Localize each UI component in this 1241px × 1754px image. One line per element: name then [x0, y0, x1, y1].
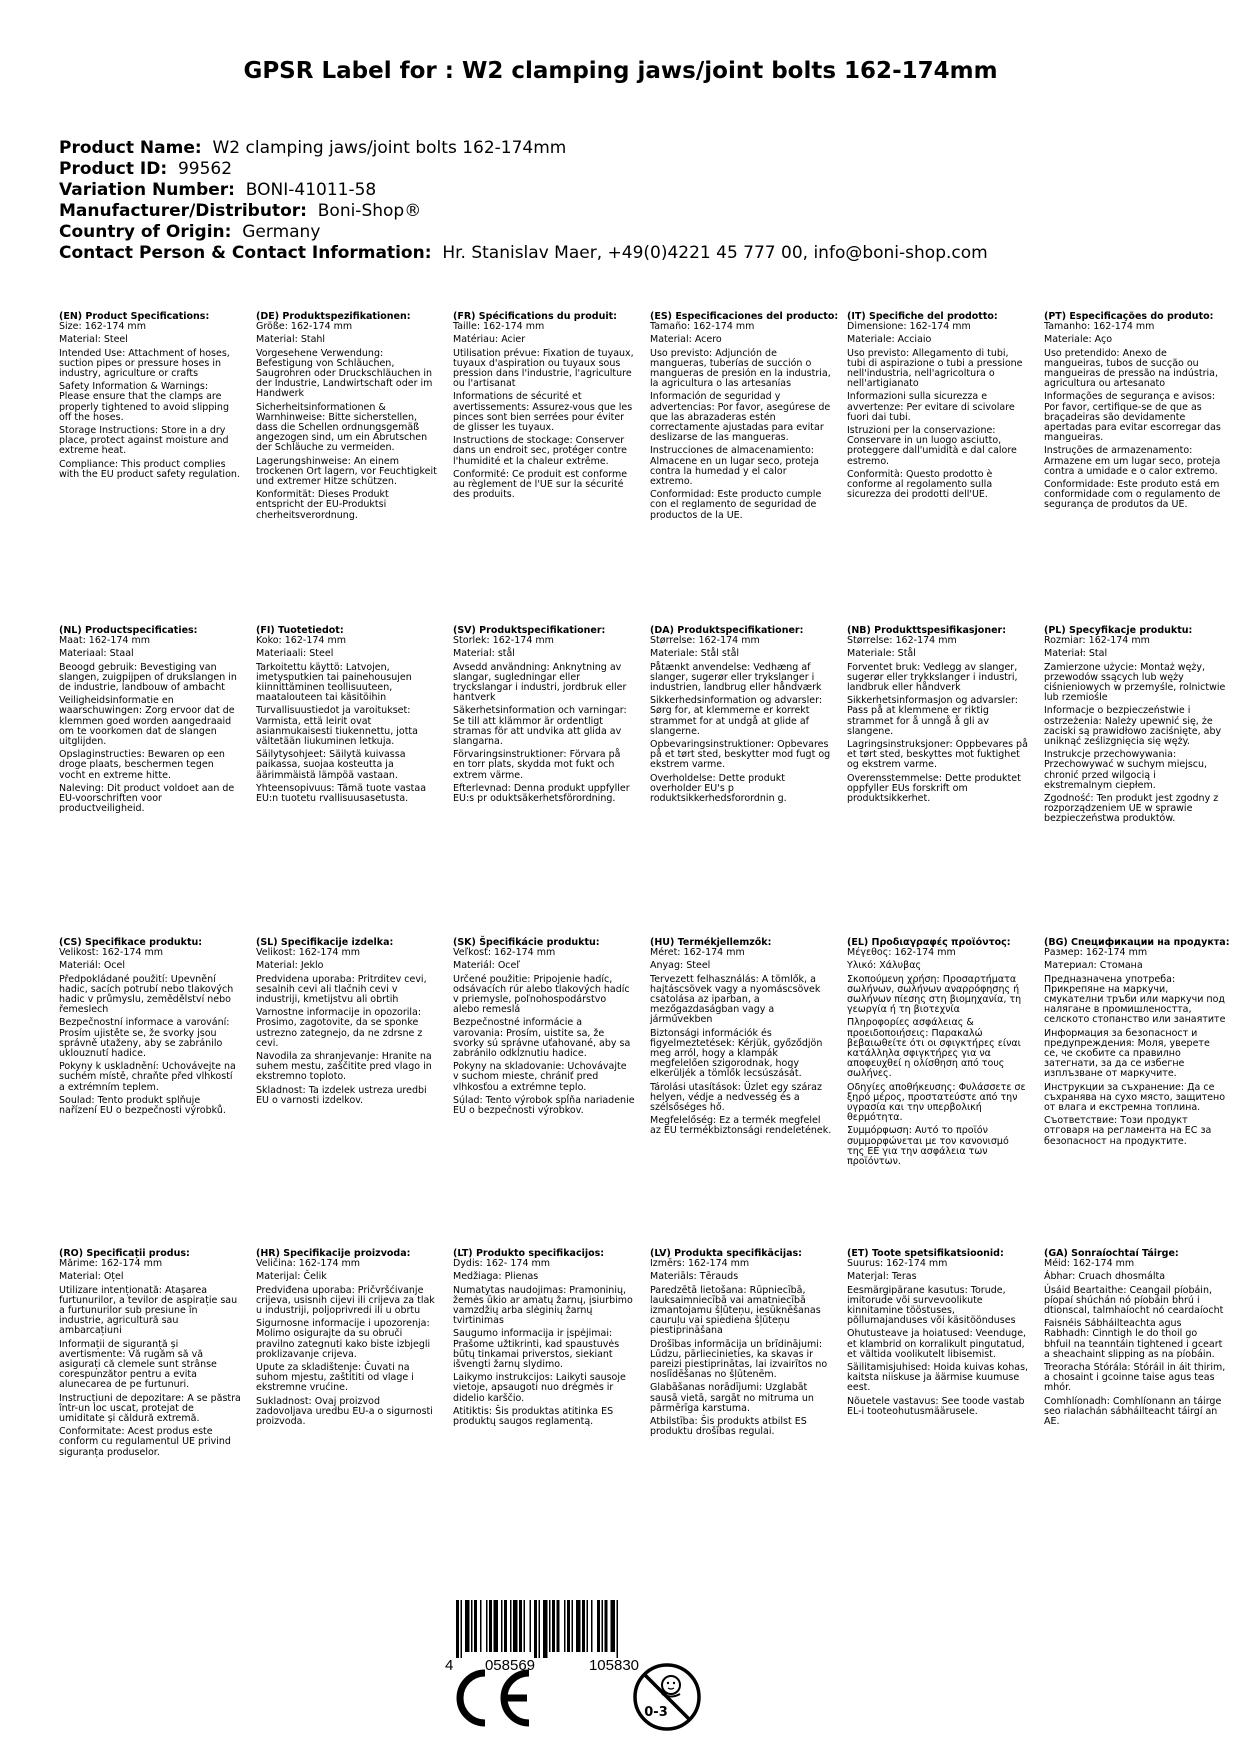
spec-compliance: Overensstemmelse: Dette produktet oppfyller EUs forskrift om produktsikkerhet.: [847, 772, 1021, 805]
spec-compliance: Soulad: Tento produkt splňuje nařízení EU o bezpečnosti výrobků.: [59, 1094, 226, 1117]
spec-safety: Sikkerhetsinformasjon og advarsler: Pass på at klemmene er riktig strammet for å unngå å gli av slangene.: [847, 695, 1018, 737]
spec-storage: Navodila za shranjevanje: Hranite na suhem mestu, zaščitite pred vlago in ekstremno toploto.: [256, 1051, 432, 1083]
barcode-bar: [611, 1600, 616, 1652]
spec-block: [1044, 626, 1226, 825]
spec-intended-use: Påtænkt anvendelse: Vedhæng af slanger, sugerør eller trykslanger i industrien, landbrug eller håndværk: [650, 661, 822, 694]
spec-block: [847, 1249, 1029, 1417]
spec-compliance: Nõuetele vastavus: See toode vastab EL-i tooteohutusmäärusele.: [847, 1395, 1025, 1417]
spec-intended-use: Uso pretendido: Anexo de mangueiras, tubos de sucção ou mangueiras de pressão na indústria, agricultura ou artesanato: [1044, 347, 1218, 390]
spec-material: Material: Acero: [650, 334, 722, 346]
spec-size: Size: 162-174 mm: [59, 321, 146, 333]
spec-intended-use: Paredzētā lietošana: Rūpniecībā, lauksaimniecībā vai amatniecībā izmantojamu šļūteņu, iesūknēšanas cauruļu vai spiediena šļūteņu piestiprināšana: [650, 1284, 821, 1337]
spec-block: [256, 1249, 438, 1427]
spec-heading: (DA) Produktspecifikationer:: [650, 625, 804, 636]
spec-heading: (NB) Produkttspesifikasjoner:: [847, 625, 1007, 636]
spec-size: Velikost: 162-174 mm: [256, 947, 360, 959]
spec-material: Materiāls: Tērauds: [650, 1271, 739, 1283]
spec-intended-use: Forventet bruk: Vedlegg av slanger, sugerør eller trykkslanger i industri, landbruk eller håndverk: [847, 661, 1018, 694]
spec-compliance: Konformität: Dieses Produkt entspricht der EU-Produktsi cherheitsverordnung.: [256, 489, 389, 521]
barcode-bar: [572, 1600, 574, 1652]
spec-compliance: Conformidad: Este producto cumple con el reglamento de seguridad de productos de la UE.: [650, 489, 822, 521]
info-label: Product Name:: [59, 138, 202, 158]
spec-block: [650, 1249, 832, 1437]
spec-storage: Instrucțiuni de depozitare: A se păstra într-un loc uscat, protejat de umiditate și căldură extremă.: [59, 1392, 241, 1425]
spec-safety: Información de seguridad y advertencias: Por favor, asegúrese de que las abrazaderas estén correctamente ajustadas para evitar deslizarse de las mangueras.: [650, 391, 831, 444]
spec-storage: Säilitamisjuhised: Hoida kuivas kohas, kaitsta niiskuse ja äärmise kuumuse eest.: [847, 1362, 1029, 1394]
spec-heading: (NL) Productspecificaties:: [59, 625, 198, 636]
spec-safety: Drošības informācija un brīdinājumi: Lūdzu, pārliecinieties, ka skavas ir pareizi piestiprinātas, lai izvairītos no noslīdēšanas no šļūtenēm.: [650, 1338, 828, 1381]
info-value: Boni-Shop®: [317, 201, 422, 221]
spec-material: Materiaali: Steel: [256, 648, 334, 660]
spec-safety: Faisnéis Sábháilteachta agus Rabhadh: Cinntigh le do thoil go bhfuil na teanntáin tightened i gceart a sheachaint slipping as na píobáin.: [1044, 1318, 1223, 1360]
spec-material: Material: Steel: [59, 334, 128, 346]
spec-storage: Förvaringsinstruktioner: Förvara på en torr plats, skydda mot fukt och extrem värme.: [453, 749, 621, 781]
spec-storage: Instruções de armazenamento: Armazene em um lugar seco, proteja contra a umidade e o calor extremo.: [1044, 445, 1221, 477]
spec-heading: (SK) Špecifikácie produktu:: [453, 937, 600, 948]
spec-heading: (CS) Specifikace produktu:: [59, 937, 203, 948]
spec-safety: Varnostne informacije in opozorila: Prosimo, zagotovite, da se sponke ustrezno zategnejo, da ne zdrsne z cevi.: [256, 1007, 423, 1049]
spec-material: Ábhar: Cruach dhosmálta: [1044, 1271, 1166, 1283]
barcode-bar: [534, 1600, 537, 1658]
spec-size: Suurus: 162-174 mm: [847, 1258, 948, 1270]
spec-material: Materjal: Teras: [847, 1271, 917, 1283]
spec-material: Materiál: Ocel: [59, 960, 125, 972]
spec-safety: Informații de siguranță și avertismente: Vă rugăm să vă asigurați că clemele sunt strânse corespunzător pentru a evita alunecarea de pe furtunuri.: [59, 1338, 217, 1391]
barcode-bar: [539, 1600, 541, 1658]
spec-heading: (RO) Specificații produs:: [59, 1248, 190, 1259]
spec-heading: (ET) Toote spetsifikatsioonid:: [847, 1248, 1004, 1259]
spec-size: Dydis: 162- 174 mm: [453, 1258, 551, 1270]
spec-size: Maat: 162-174 mm: [59, 635, 151, 647]
spec-storage: Instrucciones de almacenamiento: Almacene en un lugar seco, proteja contra la humedad y el calor extremo.: [650, 445, 819, 488]
spec-block: [453, 312, 635, 500]
spec-block: [256, 312, 438, 521]
info-label: Variation Number:: [59, 180, 235, 200]
spec-storage: Istruzioni per la conservazione: Conservare in un luogo asciutto, proteggere dall'umidità e dal calore estremo.: [847, 425, 1017, 467]
spec-heading: (SL) Specifikacije izdelka:: [256, 937, 394, 948]
spec-block: [59, 938, 241, 1116]
spec-safety: Turvallisuustiedot ja varoitukset: Varmista, että leirit ovat asianmukaisesti tiukennettu, jotta vältetään liukuminen letkuja.: [256, 705, 418, 748]
spec-heading: (IT) Specifiche del prodotto:: [847, 311, 998, 322]
barcode-bar: [543, 1600, 548, 1658]
spec-intended-use: Intended Use: Attachment of hoses, suction pipes or pressure hoses in industry, agriculture or crafts: [59, 347, 230, 380]
spec-material: Material: Oțel: [59, 1271, 124, 1283]
spec-heading: (LT) Produkto specifikacijos:: [453, 1248, 605, 1259]
spec-block: [453, 938, 635, 1116]
spec-heading: (SV) Produktspecifikationer:: [453, 625, 606, 636]
spec-safety: Информация за безопасност и предупреждения: Моля, уверете се, че скобите са правилно затегнати, за да се избегне изплъзване от маркучите.: [1044, 1027, 1210, 1080]
spec-block: [59, 1249, 241, 1458]
spec-safety: Safety Information & Warnings: Please ensure that the clamps are properly tightened to avoid slipping off the hoses.: [59, 381, 229, 423]
spec-intended-use: Určené použitie: Pripojenie hadíc, odsávacích rúr alebo tlakových hadíc v priemysle, poľnohospodárstvo alebo remeslá: [453, 973, 630, 1016]
barcode-bar: [567, 1600, 570, 1652]
barcode-bar: [486, 1600, 488, 1652]
spec-size: Taille: 162-174 mm: [453, 321, 545, 333]
barcode-bar: [510, 1600, 512, 1652]
spec-safety: Bezpečnostné informácie a varovania: Prosím, uistite sa, že svorky sú správne uťahované, aby sa zabránilo odkĺznutiu hadice.: [453, 1017, 631, 1060]
spec-material: Υλικό: Χάλυβας: [847, 960, 922, 972]
spec-heading: (EL) Προδιαγραφές προϊόντος:: [847, 937, 1011, 948]
product-name-row: [59, 138, 1209, 159]
spec-storage: Instructions de stockage: Conserver dans un endroit sec, protéger contre l'humidité et la chaleur extrême.: [453, 435, 627, 467]
spec-compliance: Overholdelse: Dette produkt overholder EU's p roduktsikkerhedsforordnin g.: [650, 772, 787, 805]
spec-material: Materiál: Oceľ: [453, 960, 520, 972]
spec-heading: (HU) Termékjellemzők:: [650, 937, 772, 948]
spec-intended-use: Vorgesehene Verwendung: Befestigung von Schläuchen, Saugrohren oder Druckschläuchen in der Industrie, Landwirtschaft oder im Handwerk: [256, 347, 433, 400]
spec-size: Größe: 162-174 mm: [256, 321, 353, 333]
spec-compliance: Conformidade: Este produto está em conformidade com o regulamento de segurança de produtos da UE.: [1044, 479, 1221, 511]
spec-compliance: Conformità: Questo prodotto è conforme al regolamento sulla sicurezza dei prodotti dell'UE.: [847, 468, 993, 501]
contact-row: [59, 243, 1209, 264]
barcode-bar: [617, 1600, 619, 1658]
barcode-lead-digit: 4: [445, 1657, 454, 1674]
spec-size: Størrelse: 162-174 mm: [847, 635, 957, 647]
spec-intended-use: Předpokládané použití: Upevnění hadic, sacích potrubí nebo tlakových hadic v průmyslu, zemědělství nebo řemeslech: [59, 973, 234, 1016]
spec-intended-use: Σκοπούμενη χρήση: Προσαρτήματα σωλήνων, σωλήνων αναρρόφησης ή σωλήνων πίεσης στη βιομηχανία, τη γεωργία ή τη βιοτεχνία: [847, 973, 1022, 1016]
spec-block: [453, 1249, 635, 1427]
spec-material: Material: stål: [453, 648, 515, 660]
barcode-bar: [480, 1600, 482, 1652]
spec-intended-use: Eesmärgipärane kasutus: Torude, imitorude või survevoolikute kinnitamine tööstuses, põllumajanduses või käsitöönduses: [847, 1284, 1016, 1327]
spec-material: Materiale: Stål: [847, 648, 916, 660]
spec-safety: Πληροφορίες ασφάλειας & προειδοποιήσεις: Παρακαλώ βεβαιωθείτε ότι οι σφιγκτήρες είναι κατάλληλα σφιγκτήρες για να αποφευχθεί η ολίσθηση από τους σωλήνες.: [847, 1017, 1021, 1080]
spec-material: Materiale: Acciaio: [847, 334, 932, 346]
label-title: GPSR Label for : W2 clamping jaws/joint bolts 162-174mm: [243, 58, 998, 84]
spec-compliance: Atitiktis: Šis produktas atitinka ES produktų saugos reglamentą.: [453, 1405, 614, 1428]
spec-block: [256, 938, 438, 1106]
spec-safety: Säkerhetsinformation och varningar: Se till att klämmor är ordentligt stramas för att undvika att glida av slangarna.: [453, 705, 627, 748]
spec-material: Materijal: Čelik: [256, 1271, 327, 1283]
spec-compliance: Atbilstība: Šis produkts atbilst ES produktu drošības regulai.: [650, 1416, 807, 1438]
barcode-bar: [513, 1600, 518, 1652]
spec-intended-use: Tervezett felhasználás: A tömlők, a hajtáscsövek vagy a nyomáscsövek csatolása az iparban, a mezőgazdaságban vagy a járművekben: [650, 973, 821, 1026]
spec-safety: Sikkerhedsinformation og advarsler: Sørg for, at klemmerne er korrekt strammet for at undgå at glide af slangerne.: [650, 695, 823, 737]
spec-storage: Upute za skladištenje: Čuvati na suhom mjestu, zaštititi od vlage i ekstremne vrućine.: [256, 1362, 414, 1394]
barcode-bar: [489, 1600, 492, 1652]
spec-storage: Lagringsinstruksjoner: Oppbevares på et tørt sted, beskyttes mot fuktighet og ekstrem varme.: [847, 739, 1028, 771]
barcode-bar: [494, 1600, 499, 1652]
info-value: W2 clamping jaws/joint bolts 162-174mm: [212, 138, 567, 158]
spec-compliance: Съответствие: Този продукт отговаря на регламента на ЕС за безопасност на продуктите.: [1044, 1115, 1212, 1147]
spec-intended-use: Predviđena uporaba: Pričvršćivanje crijeva, usisnih cijevi ili crijeva za tlak u industriji, poljoprivredi ili u obrtu: [256, 1284, 435, 1317]
age-range-text: 0-3: [644, 1705, 668, 1720]
spec-safety: Informazioni sulla sicurezza e avvertenze: Per evitare di scivolare fuori dai tubi.: [847, 391, 1015, 423]
spec-intended-use: Avsedd användning: Anknytning av slangar, sugledningar eller tryckslangar i industri, jordbruk eller hantverk: [453, 661, 627, 704]
barcode-bar: [524, 1600, 526, 1652]
spec-heading: (EN) Product Specifications:: [59, 311, 210, 322]
spec-compliance: Conformité: Ce produit est conforme au règlement de l'UE sur la sécurité des produits.: [453, 468, 628, 501]
spec-size: Rozmiar: 162-174 mm: [1044, 635, 1150, 647]
spec-intended-use: Zamierzone użycie: Montaż węży, przewodów ssących lub węży ciśnieniowych w przemyśle, rolnictwie lub rzemiośle: [1044, 661, 1226, 704]
spec-safety: Sigurnosne informacije i upozorenja: Molimo osigurajte da su obruči pravilno zategnuti kako biste izbjegli proklizavanje crijeva.: [256, 1318, 431, 1360]
spec-size: Méid: 162-174 mm: [1044, 1258, 1135, 1270]
spec-block: [650, 938, 832, 1137]
spec-material: Materiale: Stål stål: [650, 648, 740, 660]
spec-size: Dimensione: 162-174 mm: [847, 321, 971, 333]
spec-safety: Informations de sécurité et avertissements: Assurez-vous que les pinces sont bien serrées pour éviter de glisser les tuyaux.: [453, 391, 633, 434]
spec-block: [1044, 312, 1226, 511]
spec-compliance: Zgodność: Ten produkt jest zgodny z rozporządzeniem UE w sprawie bezpieczeństwa produktów.: [1044, 793, 1219, 825]
spec-storage: Treoracha Stórála: Stóráil in áit thirim, a chosaint i gcoinne taise agus teas mhór.: [1044, 1362, 1226, 1394]
barcode-bar: [552, 1600, 555, 1652]
spec-storage: Säilytysohjeet: Säilytä kuivassa paikassa, suojaa kosteutta ja äärimmäistä lämpöä vastaan.: [256, 749, 406, 781]
barcode-bar: [557, 1600, 560, 1652]
spec-heading: (FI) Tuotetiedot:: [256, 625, 344, 636]
spec-compliance: Megfelelőség: Ez a termék megfelel az EU termékbiztonsági rendeletének.: [650, 1115, 832, 1137]
spec-block: [453, 626, 635, 804]
info-value: 99562: [177, 159, 233, 179]
spec-safety: Saugumo informacija ir įspėjimai: Prašome užtikrinti, kad spaustuvės būtų tinkamai priverstos, siekiant išvengti žarnų slydimo.: [453, 1328, 620, 1371]
country-of-origin-row: [59, 222, 1209, 243]
spec-intended-use: Uso previsto: Allegamento di tubi, tubi di aspirazione o tubi a pressione nell'industria, nell'agricoltura o nell'artigianato: [847, 347, 1023, 390]
spec-intended-use: Úsáid Beartaithe: Ceangail píobáin, píopaí shúchán nó píobáin bhrú i dtionscal, talmhaíocht nó ceardaíocht: [1044, 1284, 1224, 1317]
spec-compliance: Συμμόρφωση: Αυτό το προϊόν συμμορφώνεται με τον κανονισμό της ΕΕ για την ασφάλεια των προϊόντων.: [847, 1125, 1009, 1168]
info-value: Hr. Stanislav Maer, +49(0)4221 45 777 00, info@boni-shop.com: [442, 243, 988, 263]
spec-storage: Инструкции за съхранение: Да се съхранява на сухо място, защитено от влага и екстремна топлина.: [1044, 1081, 1226, 1114]
barcode-bar: [587, 1600, 589, 1652]
barcode-bar: [456, 1600, 459, 1658]
spec-compliance: Naleving: Dit product voldoet aan de EU-voorschriften voor productveiligheid.: [59, 782, 235, 815]
info-label: Product ID:: [59, 159, 168, 179]
spec-material: Anyag: Steel: [650, 960, 711, 972]
spec-block: [847, 312, 1029, 500]
spec-heading: (LV) Produkta specifikācijas:: [650, 1248, 802, 1259]
spec-safety: Sicherheitsinformationen & Warnhinweise: Bitte sicherstellen, dass die Schellen ordnungsgemäß angezogen sind, um ein Abrutschen der Schläuche zu vermeiden.: [256, 401, 428, 454]
spec-block: [847, 626, 1029, 804]
spec-compliance: Súlad: Tento výrobok spĺňa nariadenie EÚ o bezpečnosti výrobkov.: [453, 1094, 635, 1117]
spec-size: Koko: 162-174 mm: [256, 635, 346, 647]
barcode-bar: [549, 1600, 551, 1652]
spec-size: Storlek: 162-174 mm: [453, 635, 554, 647]
spec-block: [59, 626, 241, 814]
barcode-bar: [591, 1600, 593, 1652]
spec-intended-use: Uso previsto: Adjunción de mangueras, tuberías de succión o mangueras de presión en la industria, la agricultura o las artesanías: [650, 347, 831, 390]
spec-storage: Pokyny na skladovanie: Uchovávajte v suchom mieste, chrániť pred vlhkosťou a extrémne teplo.: [453, 1061, 627, 1093]
spec-storage: Pokyny k uskladnění: Uchovávejte na suchém místě, chraňte před vlhkostí a extrémním teplem.: [59, 1061, 236, 1093]
spec-safety: Veiligheidsinformatie en waarschuwingen: Zorg ervoor dat de klemmen goed worden aangedraaid om te voorkomen dat de slangen uitglijden.: [59, 695, 235, 748]
spec-size: Tamanho: 162-174 mm: [1044, 321, 1155, 333]
info-label: Contact Person & Contact Information:: [59, 243, 432, 263]
spec-block: [1044, 937, 1230, 1147]
spec-size: Размер: 162-174 mm: [1044, 947, 1148, 959]
barcode-bar: [602, 1600, 604, 1652]
manufacturer-row: [59, 201, 1209, 222]
barcode-bar: [504, 1600, 507, 1652]
spec-intended-use: Tarkoitettu käyttö: Latvojen, imetysputkien tai painehousujen kiinnittäminen teollisuuteen, maatalouteen tai käsitöihin: [256, 661, 412, 704]
spec-storage: Opbevaringsinstruktioner: Opbevares på et tørt sted, beskytter mod fugt og ekstrem varme.: [650, 739, 831, 771]
barcode-bar: [519, 1600, 522, 1652]
spec-safety: Informações de segurança e avisos: Por favor, certifique-se de que as braçadeiras são devidamente apertadas para evitar escorregar das mangueiras.: [1044, 391, 1221, 444]
barcode-bar: [474, 1600, 477, 1652]
spec-material: Medžiaga: Plienas: [453, 1271, 539, 1283]
spec-heading: (FR) Spécifications du produit:: [453, 311, 617, 322]
variation-number-row: [59, 180, 1209, 201]
barcode-bar: [471, 1600, 473, 1652]
spec-block: [59, 312, 241, 480]
spec-compliance: Sukladnost: Ovaj proizvod zadovoljava uredbu EU-a o sigurnosti proizvoda.: [256, 1395, 433, 1428]
barcode-left-digits: 058569: [484, 1657, 536, 1674]
spec-storage: Instrukcje przechowywania: Przechowywać w suchym miejscu, chronić przed wilgocią i ekstremalnym ciepłem.: [1044, 749, 1208, 791]
barcode-bar: [597, 1600, 600, 1652]
product-id-row: [59, 159, 1209, 180]
spec-compliance: Yhteensopivuus: Tämä tuote vastaa EU:n tuotetu rvallisuusasetusta.: [256, 782, 427, 805]
spec-intended-use: Utilizare intenționată: Atașarea furtunurilor, a tevilor de aspirație sau a furtunurilor sub presiune în industrie, agricultură sau ambarcațiuni: [59, 1284, 238, 1337]
spec-material: Materiał: Stal: [1044, 648, 1108, 660]
spec-storage: Laikymo instrukcijos: Laikyti sausoje vietoje, apsaugoti nuo drėgmės ir didelio karščio.: [453, 1372, 626, 1404]
spec-intended-use: Beoogd gebruik: Bevestiging van slangen, zuigpijpen of drukslangen in de industrie, landbouw of ambacht: [59, 661, 237, 694]
spec-material: Material: Stahl: [256, 334, 326, 346]
spec-size: Mărime: 162-174 mm: [59, 1258, 163, 1270]
barcode-bar: [564, 1600, 566, 1652]
spec-compliance: Conformitate: Acest produs este conform cu regulamentul UE privind siguranța produselor.: [59, 1426, 231, 1458]
spec-intended-use: Utilisation prévue: Fixation de tuyaux, tuyaux d'aspiration ou tuyaux sous pression dans l'industrie, l'agriculture ou l'artisanat: [453, 347, 634, 390]
spec-material: Material: Jeklo: [256, 960, 324, 972]
spec-safety: Bezpečnostní informace a varování: Prosím ujistěte se, že svorky jsou správně utaženy, aby se zabránilo uklouznutí hadice.: [59, 1017, 230, 1060]
spec-compliance: Efterlevnad: Denna produkt uppfyller EU:s pr oduktsäkerhetsförordning.: [453, 782, 630, 805]
spec-heading: (BG) Спецификации на продукта:: [1044, 937, 1230, 948]
spec-material: Matériau: Acier: [453, 334, 526, 346]
info-label: Manufacturer/Distributor:: [59, 201, 307, 221]
spec-storage: Οδηγίες αποθήκευσης: Φυλάσσετε σε ξηρό μέρος, προστατεύστε από την υγρασία και την υπερβολική θερμότητα.: [847, 1081, 1026, 1124]
spec-block: [256, 626, 438, 804]
barcode-bar: [582, 1600, 585, 1652]
barcode-bar: [501, 1600, 503, 1652]
product-info: [59, 138, 1209, 264]
barcode-bar: [461, 1600, 463, 1658]
spec-block: [650, 311, 839, 521]
spec-compliance: Skladnost: Ta izdelek ustreza uredbi EU o varnosti izdelkov.: [256, 1084, 427, 1106]
spec-intended-use: Predvidena uporaba: Pritrditev cevi, sesalnih cevi ali tlačnih cevi v industriji, kmetijstvu ali obrtih: [256, 973, 427, 1006]
spec-storage: Tárolási utasítások: Üzlet egy száraz helyen, védje a nedvesség és a szélsőséges hő.: [650, 1081, 822, 1114]
barcode-bar: [576, 1600, 581, 1652]
spec-intended-use: Предназначена употреба: Прикрепяне на маркучи, смукателни тръби или маркучи под налягане в промишлеността, селското стопанство или занаятите: [1044, 973, 1226, 1026]
spec-storage: Glabāšanas norādījumi: Uzglabāt sausā vietā, sargāt no mitruma un pārmērīga karstuma.: [650, 1382, 814, 1414]
spec-safety: Biztonsági információk és figyelmeztetések: Kérjük, győződjön meg arról, hogy a klampák megfelelően szigorodnak, hogy elkerüljék a tömlők lecsúszását.: [650, 1027, 823, 1080]
spec-block: [847, 938, 1029, 1167]
barcode-bars: [456, 1600, 618, 1658]
spec-size: Veľkosť: 162-174 mm: [453, 947, 556, 959]
barcode-right-digits: 105830: [588, 1657, 640, 1674]
info-value: Germany: [242, 222, 321, 242]
spec-storage: Opslaginstructies: Bewaren op een droge plaats, beschermen tegen vocht en extreme hitte.: [59, 749, 225, 781]
spec-material: Materiaal: Staal: [59, 648, 134, 660]
barcode-bar: [605, 1600, 608, 1652]
info-value: BONI-41011-58: [245, 180, 377, 200]
info-label: Country of Origin:: [59, 222, 232, 242]
spec-compliance: Comhlíonadh: Comhlíonann an táirge seo rialachán sábháilteacht táirgí an AE.: [1044, 1395, 1222, 1428]
barcode-bar: [465, 1600, 470, 1652]
spec-safety: Informacje o bezpieczeństwie i ostrzeżenia: Należy upewnić się, że zaciski są prawidłowo zaciśnięte, aby uniknąć ześlizgnięcia się węży.: [1044, 705, 1222, 748]
not-for-children-0-3-icon: [631, 1661, 703, 1733]
spec-size: Veličina: 162-174 mm: [256, 1258, 361, 1270]
spec-intended-use: Numatytas naudojimas: Pramoninių, žemės ūkio ar amatų žarnų, įsiurbimo vamzdžių arba slėginių žarnų tvirtinimas: [453, 1284, 633, 1327]
spec-size: Velikost: 162-174 mm: [59, 947, 163, 959]
spec-size: Tamaño: 162-174 mm: [650, 321, 755, 333]
spec-size: Izmērs: 162-174 mm: [650, 1258, 750, 1270]
spec-heading: (HR) Specifikacije proizvoda:: [256, 1248, 411, 1259]
spec-material: Materiale: Aço: [1044, 334, 1113, 346]
ce-mark-icon: [455, 1668, 535, 1728]
spec-heading: (ES) Especificaciones del producto:: [650, 311, 839, 322]
spec-storage: Lagerungshinweise: An einem trockenen Ort lagern, vor Feuchtigkeit und extremer Hitze schützen.: [256, 455, 437, 488]
spec-heading: (GA) Sonraíochtaí Táirge:: [1044, 1248, 1179, 1259]
spec-heading: (PT) Especificações do produto:: [1044, 311, 1214, 322]
barcode-bar: [530, 1600, 532, 1652]
spec-safety: Ohutusteave ja hoiatused: Veenduge, et klambrid on korralikult pingutatud, et vältida voolikutelt libisemist.: [847, 1328, 1027, 1360]
spec-block: [1044, 1249, 1226, 1427]
spec-heading: (DE) Produktspezifikationen:: [256, 311, 411, 322]
spec-storage: Storage Instructions: Store in a dry place, protect against moisture and extreme heat.: [59, 425, 229, 457]
spec-size: Méret: 162-174 mm: [650, 947, 745, 959]
spec-size: Μέγεθος: 162-174 mm: [847, 947, 956, 959]
spec-material: Материал: Стомана: [1044, 960, 1143, 972]
spec-size: Størrelse: 162-174 mm: [650, 635, 760, 647]
spec-compliance: Compliance: This product complies with the EU product safety regulation.: [59, 458, 240, 480]
spec-block: [650, 626, 832, 804]
spec-heading: (PL) Specyfikacje produktu:: [1044, 625, 1193, 636]
